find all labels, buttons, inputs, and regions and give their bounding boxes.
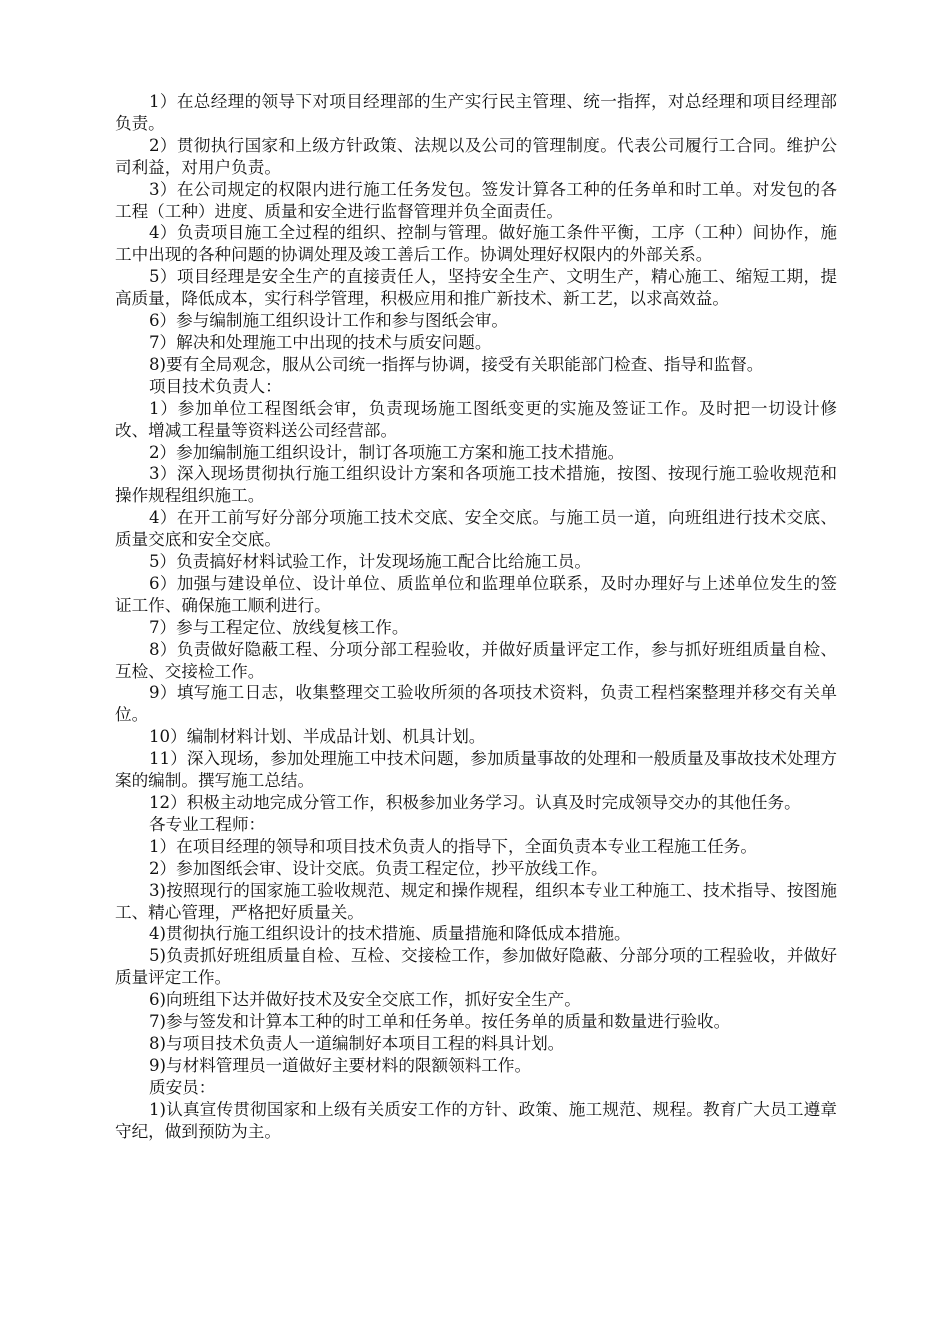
paragraph: 5）项目经理是安全生产的直接责任人，坚持安全生产、文明生产，精心施工、缩短工期，提高质量，降低成本，实行科学管理，积极应用和推广新技术、新工艺，以求高效益。	[115, 267, 837, 309]
section-heading: 项目技术负责人：	[149, 376, 282, 396]
paragraph: 12）积极主动地完成分管工作，积极参加业务学习。认真及时完成领导交办的其他任务。	[149, 793, 801, 812]
paragraph: 10）编制材料计划、半成品计划、机具计划。	[149, 727, 486, 747]
paragraph: 11）深入现场，参加处理施工中技术问题，参加质量事故的处理和一般质量及事故技术处理方案的编制。撰写施工总结。	[115, 749, 837, 791]
paragraph: 1）在总经理的领导下对项目经理部的生产实行民主管理、统一指挥，对总经理和项目经理部负责。	[115, 92, 837, 133]
paragraph: 7）参与工程定位、放线复核工作。	[149, 617, 409, 637]
paragraph: 8)与项目技术负责人一道编制好本项目工程的料具计划。	[149, 1033, 565, 1053]
paragraph: 9)与材料管理员一道做好主要材料的限额领料工作。	[149, 1055, 532, 1075]
paragraph: 6)向班组下达并做好技术及安全交底工作，抓好安全生产。	[149, 990, 581, 1010]
paragraph: 1）在项目经理的领导和项目技术负责人的指导下，全面负责本专业工程施工任务。	[149, 836, 757, 856]
section-heading: 各专业工程师：	[149, 814, 266, 834]
paragraph: 5）负责搞好材料试验工作，计发现场施工配合比给施工员。	[149, 552, 591, 572]
paragraph: 6）加强与建设单位、设计单位、质监单位和监理单位联系，及时办理好与上述单位发生的签证工作、确保施工顺利进行。	[115, 573, 837, 615]
paragraph: 1)认真宣传贯彻国家和上级有关质安工作的方针、政策、施工规范、规程。教育广大员工遵章守纪，做到预防为主。	[115, 1099, 837, 1141]
paragraph: 4）在开工前写好分部分项施工技术交底、安全交底。与施工员一道，向班组进行技术交底、质量交底和安全交底。	[115, 508, 837, 550]
paragraph: 1）参加单位工程图纸会审，负责现场施工图纸变更的实施及签证工作。及时把一切设计修改、增减工程量等资料送公司经营部。	[115, 398, 837, 440]
paragraph: 8）负责做好隐蔽工程、分项分部工程验收，并做好质量评定工作，参与抓好班组质量自检、互检、交接检工作。	[115, 639, 837, 681]
paragraph: 4)贯彻执行施工组织设计的技术措施、质量措施和降低成本措施。	[149, 924, 631, 944]
document-body	[115, 91, 837, 1143]
paragraph: 6）参与编制施工组织设计工作和参与图纸会审。	[149, 311, 509, 331]
paragraph: 7）解决和处理施工中出现的技术与质安问题。	[149, 332, 492, 352]
paragraph: 8)要有全局观念，服从公司统一指挥与协调，接受有关职能部门检查、指导和监督。	[149, 354, 764, 374]
paragraph: 2）参加编制施工组织设计，制订各项施工方案和施工技术措施。	[149, 442, 625, 462]
paragraph: 5)负责抓好班组质量自检、互检、交接检工作，参加做好隐蔽、分部分项的工程验收，并做好质量评定工作。	[115, 946, 837, 988]
paragraph: 9）填写施工日志，收集整理交工验收所须的各项技术资料，负责工程档案整理并移交有关单位。	[115, 683, 837, 725]
paragraph: 2）参加图纸会审、设计交底。负责工程定位，抄平放线工作。	[149, 858, 608, 878]
paragraph: 3)按照现行的国家施工验收规范、规定和操作规程，组织本专业工种施工、技术指导、按图施工、精心管理，严格把好质量关。	[115, 880, 837, 922]
paragraph: 7)参与签发和计算本工种的时工单和任务单。按任务单的质量和数量进行验收。	[149, 1012, 731, 1032]
paragraph: 4）负责项目施工全过程的组织、控制与管理。做好施工条件平衡，工序（工种）间协作，施工中出现的各种问题的协调处理及竣工善后工作。协调处理好权限内的外部关系。	[115, 223, 837, 265]
paragraph: 2）贯彻执行国家和上级方针政策、法规以及公司的管理制度。代表公司履行工合同。维护公司利益，对用户负责。	[115, 135, 837, 177]
paragraph: 3）深入现场贯彻执行施工组织设计方案和各项施工技术措施，按图、按现行施工验收规范和操作规程组织施工。	[115, 464, 837, 506]
section-heading: 质安员：	[149, 1077, 216, 1097]
paragraph: 3）在公司规定的权限内进行施工任务发包。签发计算各工种的任务单和时工单。对发包的各工程（工种）进度、质量和安全进行监督管理并负全面责任。	[115, 179, 837, 221]
